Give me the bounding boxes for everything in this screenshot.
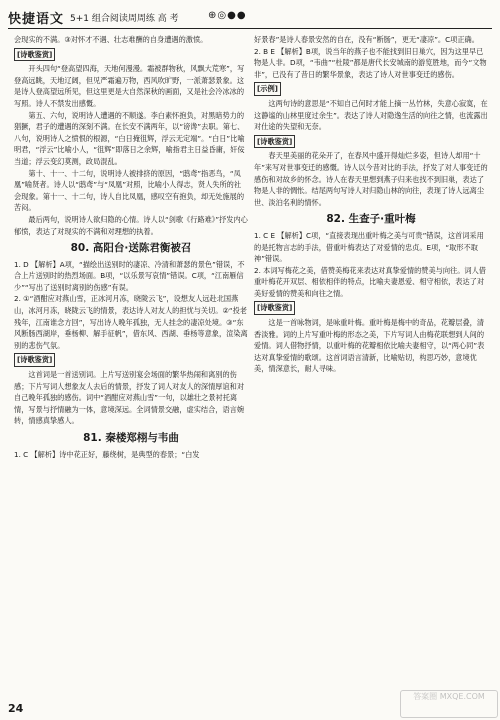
right-column xyxy=(254,34,488,710)
answer-item: 1. C 【解析】诗中花正好，藤绕树，是典型的春景；“白发 xyxy=(14,449,200,459)
brand-title: 快捷语文 xyxy=(8,12,65,27)
page-header xyxy=(8,6,492,29)
section-heading: 81. 秦楼郑栩与韦曲 xyxy=(83,432,179,444)
paragraph: 这首词是一首送别词。上片写送别宴会场面的繁华热闹和离别的伤感；下片写词人想象友人去后的情景，抒发了词人对友人的深情厚谊和对自己晚年孤独的感伤。词中“酒酣应对燕山雪”一句，以雄壮之景衬托离情，写景与抒情融为一体，意境深远。全词情景交融，虚实结合，语言婉转，情感真挚感人。 xyxy=(14,370,245,426)
section-heading: 80. 高阳台·送陈君衡被召 xyxy=(70,242,192,255)
paragraph: 会现实的不满。③对怀才不遇、壮志难酬的自身遭遇的激愤。 xyxy=(14,35,208,44)
header-decoration: ⊕◎●● xyxy=(208,10,247,21)
section-tag: [示例] xyxy=(254,82,281,96)
section-tag: [诗歌鉴赏] xyxy=(254,301,295,315)
answer-item: 2. 本词写梅花之美，借赞美梅花来表达对真挚爱情的赞美与向往。词人借重叶梅花开双层、相依相伴的特点，比喻夫妻恩爱、相守相依，表达了对美好爱情的赞美和向往之情。 xyxy=(254,265,486,298)
section-tag: [诗歌鉴赏] xyxy=(254,135,295,149)
section-heading: 82. 生查子·重叶梅 xyxy=(326,213,416,226)
answer-item: 1. C E 【解析】C项，“直接表现出重叶梅之美与可贵”错误，这首词采用的是托物言志的手法，借重叶梅表达了对爱情的忠贞。E项，“取形不取神”错误。 xyxy=(254,230,484,264)
paragraph: 这两句诗的意思是“不知自己何时才能上摘一丛竹林，失意心寂寞，在这静谧的山林里度过余生”。表达了诗人对隐逸生活的向往之情，也流露出对仕途的失望和无奈。 xyxy=(254,98,488,132)
paragraph: 这是一首咏物词，是咏重叶梅。重叶梅是梅中的奇品，花瓣层叠，清香淡雅。词的上片写重叶梅的形态之美，下片写词人由梅花联想到人间的爱情。词人借物抒情，以重叶梅的花瓣相依比喻夫妻相守，以“两心同”表达对真挚爱情的歌颂。这首词语言清新，比喻贴切，构思巧妙，意境优美，情深意长，耐人寻味。 xyxy=(254,318,485,374)
left-column xyxy=(14,34,248,694)
paragraph: 好景春”是诗人春景安然的自在，没有“断肠”，更无“凄凉”。C项正确。 xyxy=(254,35,479,44)
section-tag: [诗歌鉴赏] xyxy=(14,48,55,62)
paragraph: 第十、十一、十二句，说明诗人被排挤的原因，“鸱鸢”指恶鸟，“凤凰”喻贤者。诗人以“鸱鸢”与“凤凰”对照，比喻小人得志，贤人失所的社会现象。第十一、十二句，诗人自比凤凰，感叹空有抱负，却无处施展的苦闷。 xyxy=(14,168,245,213)
page-number: 24 xyxy=(8,702,24,715)
series-subtitle: 5+1 组合阅读周周练 高 考 xyxy=(70,14,179,24)
section-tag: [诗歌鉴赏] xyxy=(14,353,55,367)
paragraph: 开头四句“登高望四海，天地何漫漫。霜被群物秋，风飘大荒寒”，写登高远眺，天地辽阔，但见严霜遍万物，西风吹旷野，一派萧瑟景象。这是诗人登高望远所见，但这里更是大自然深秋的画面，又是社会冷冰冰的写照。诗人不禁发出感慨。 xyxy=(14,64,245,108)
answer-item: 2. B E 【解析】B项，说当年的燕子也不能找到旧日巢穴，因为这里早已物是人非。D项，“韦曲”“杜陵”都是唐代长安城南的游览胜地，而今“文物非”，已没有了昔日的繁华景象，表达了诗人对世事变迁的感伤。 xyxy=(254,46,487,79)
answer-item: 1. D 【解析】A项，“描绘出送别时的凄凉、冷清和萧瑟的景色”错误，不合上片送别时的热烈场面。B项，“以乐景写哀情”错误。C项，“江南雁信少”“写出了送别时离别的伤感”有误。 xyxy=(14,259,245,292)
answer-item: 2. ①“酒酣应对燕山雪，正冰河月冻，晓陇云飞”，设想友人远赴北国燕山，冰河月冻，晓陇云飞的情景，表达诗人对友人的担忧与关切。②“投老残年，江南谁念方回”，写出诗人晚年孤独，无人挂念的凄凉处境。③“东风断肠西湖岸，垂杨柳、解手征帆”，借东风、西湖、垂杨等意象，渲染离别的悲伤气氛。 xyxy=(14,294,248,350)
paragraph: 春天里美丽的花朵开了，在春风中盛开得灿烂多姿，但诗人却用“十年”来写对世事变迁的感慨。诗人以今昔对比的手法，抒发了对人事变迁的感伤和对故乡的怀念。诗人在春天里想到燕子归来也找不到旧巢，表达了物是人非的惆怅。结尾两句写诗人对归隐山林的向往，表现了诗人远离尘世、淡泊名利的情怀。 xyxy=(254,151,488,207)
watermark-logo: 答案圈 MXQE.COM xyxy=(400,690,498,718)
paragraph: 最后两句，说明诗人欲归隐的心情。诗人以“剑歌《行路难》”抒发内心郁愤，表达了对现实的不满和对理想的执着。 xyxy=(14,214,248,236)
paragraph: 第五、六句，说明诗人遭遇的不顺遂。李白素怀抱负，对黑暗势力的猖獗，君子的遭遇的深刻不满。在长安不满两年，以“谤谗”去职。第七、八句，说明诗人之愤恨的根源，“白日掩徂辉，浮云无定端”。“白日”比喻明君，“浮云”比喻小人，“徂辉”即落日之余辉，喻指君主日益昏庸，奸佞当道；浮云变幻莫测，政局混乱。 xyxy=(14,110,245,166)
